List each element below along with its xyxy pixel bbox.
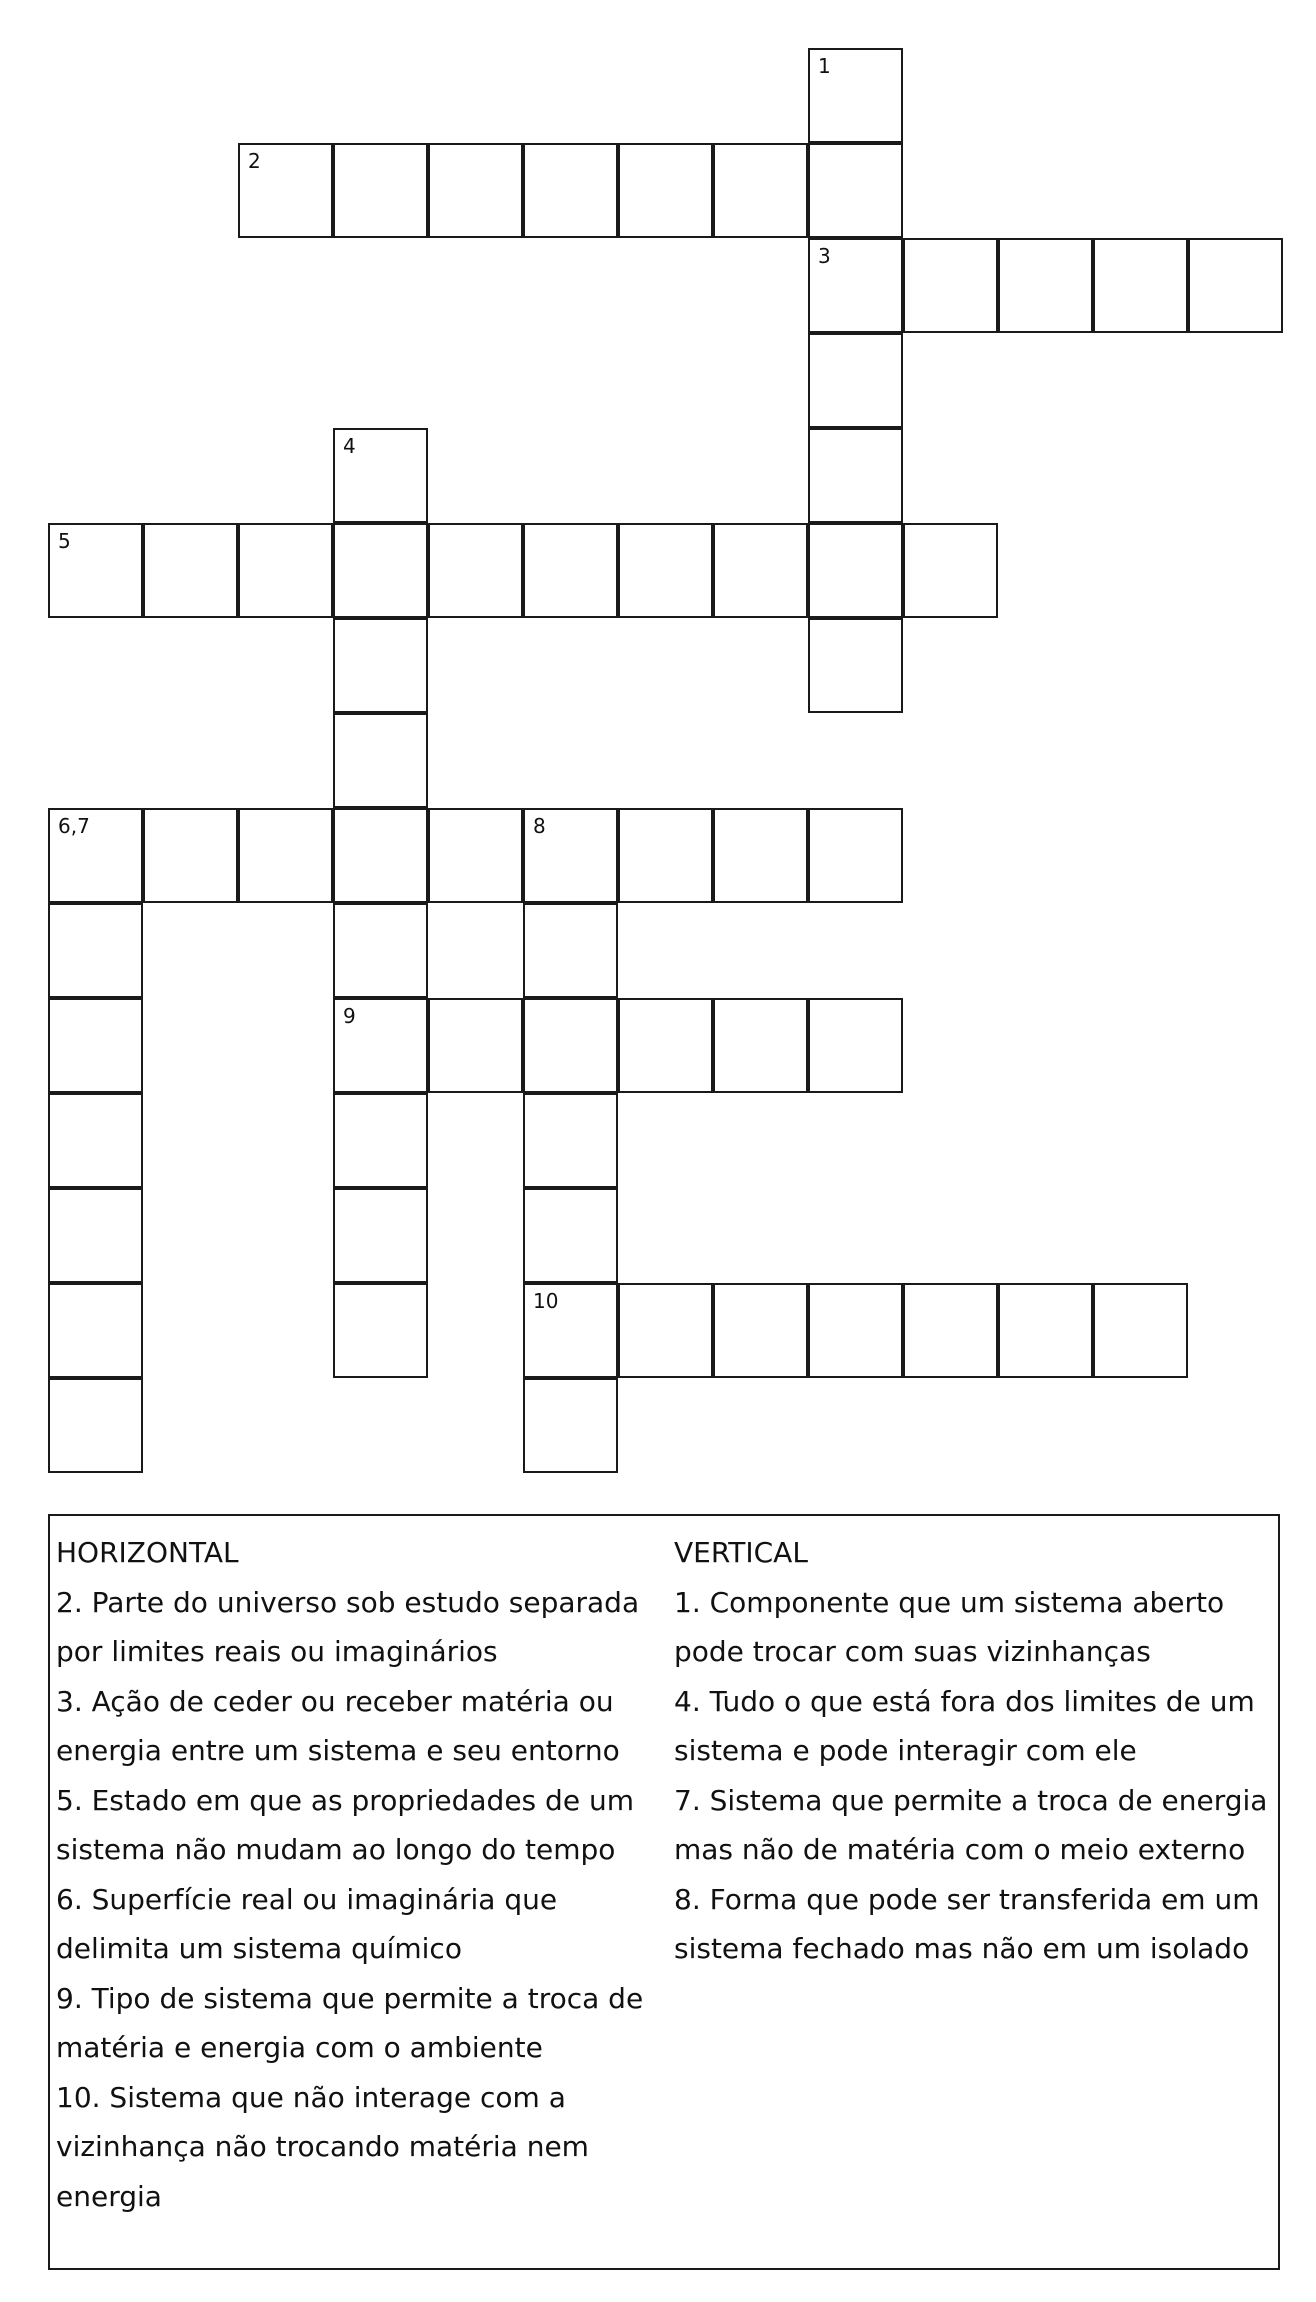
clues-box bbox=[48, 1514, 1280, 2270]
crossword-cell[interactable] bbox=[48, 1188, 143, 1283]
clue-number: 4 bbox=[343, 434, 356, 458]
clue-vertical-4: 4. Tudo o que está fora dos limites de um sistema e pode interagir com ele bbox=[674, 1684, 1255, 1767]
crossword-cell[interactable] bbox=[333, 1093, 428, 1188]
crossword-cell[interactable] bbox=[618, 143, 713, 238]
crossword-cell[interactable] bbox=[333, 808, 428, 903]
crossword-cell[interactable] bbox=[333, 523, 428, 618]
crossword-cell[interactable] bbox=[1093, 238, 1188, 333]
clue-number: 3 bbox=[818, 244, 831, 268]
crossword-cell[interactable] bbox=[808, 48, 903, 143]
crossword-cell[interactable] bbox=[713, 523, 808, 618]
crossword-cell[interactable] bbox=[333, 618, 428, 713]
crossword-cell[interactable] bbox=[48, 1283, 143, 1378]
clue-horizontal-2: 2. Parte do universo sob estudo separada por limites reais ou imaginários bbox=[56, 1585, 640, 1668]
crossword-cell[interactable] bbox=[333, 998, 428, 1093]
clue-number: 5 bbox=[58, 529, 71, 553]
clue-horizontal-3: 3. Ação de ceder ou receber matéria ou energia entre um sistema e seu entorno bbox=[56, 1684, 620, 1767]
clue-number: 2 bbox=[248, 149, 261, 173]
crossword-cell[interactable] bbox=[48, 998, 143, 1093]
crossword-cell[interactable] bbox=[143, 523, 238, 618]
crossword-cell[interactable] bbox=[808, 238, 903, 333]
crossword-cell[interactable] bbox=[48, 1378, 143, 1473]
crossword-cell[interactable] bbox=[333, 903, 428, 998]
crossword-cell[interactable] bbox=[713, 998, 808, 1093]
clue-vertical-7: 7. Sistema que permite a troca de energia mas não de matéria com o meio externo bbox=[674, 1783, 1268, 1866]
vertical-heading: VERTICAL bbox=[674, 1536, 808, 1569]
clue-number: 9 bbox=[343, 1004, 356, 1028]
crossword-cell[interactable] bbox=[618, 998, 713, 1093]
crossword-cell[interactable] bbox=[618, 523, 713, 618]
crossword-cell[interactable] bbox=[428, 998, 523, 1093]
crossword-cell[interactable] bbox=[808, 333, 903, 428]
crossword-cell[interactable] bbox=[998, 1283, 1093, 1378]
clue-horizontal-5: 5. Estado em que as propriedades de um sistema não mudam ao longo do tempo bbox=[56, 1783, 634, 1866]
crossword-cell[interactable] bbox=[1188, 238, 1283, 333]
clue-number: 8 bbox=[533, 814, 546, 838]
crossword-cell[interactable] bbox=[48, 808, 143, 903]
crossword-cell[interactable] bbox=[808, 143, 903, 238]
crossword-cell[interactable] bbox=[333, 713, 428, 808]
horizontal-clues bbox=[56, 1528, 668, 2221]
crossword-cell[interactable] bbox=[808, 808, 903, 903]
clue-number: 10 bbox=[533, 1289, 559, 1313]
crossword-cell[interactable] bbox=[523, 808, 618, 903]
crossword-cell[interactable] bbox=[143, 808, 238, 903]
clue-number: 1 bbox=[818, 54, 831, 78]
crossword-cell[interactable] bbox=[713, 808, 808, 903]
crossword-cell[interactable] bbox=[903, 1283, 998, 1378]
crossword-cell[interactable] bbox=[238, 523, 333, 618]
crossword-cell[interactable] bbox=[428, 523, 523, 618]
crossword-cell[interactable] bbox=[238, 143, 333, 238]
crossword-cell[interactable] bbox=[523, 1378, 618, 1473]
crossword-cell[interactable] bbox=[428, 143, 523, 238]
crossword-cell[interactable] bbox=[333, 1188, 428, 1283]
crossword-cell[interactable] bbox=[333, 1283, 428, 1378]
crossword-cell[interactable] bbox=[808, 428, 903, 523]
horizontal-heading: HORIZONTAL bbox=[56, 1536, 239, 1569]
crossword-cell[interactable] bbox=[808, 1283, 903, 1378]
crossword-cell[interactable] bbox=[523, 1093, 618, 1188]
clue-vertical-8: 8. Forma que pode ser transferida em um sistema fechado mas não em um isolado bbox=[674, 1882, 1260, 1965]
crossword-cell[interactable] bbox=[523, 1188, 618, 1283]
crossword-cell[interactable] bbox=[903, 523, 998, 618]
clue-horizontal-10: 10. Sistema que não interage com a vizinhança não trocando matéria nem energia bbox=[56, 2080, 589, 2213]
clue-horizontal-6: 6. Superfície real ou imaginária que delimita um sistema químico bbox=[56, 1882, 558, 1965]
crossword-cell[interactable] bbox=[333, 428, 428, 523]
crossword-cell[interactable] bbox=[1093, 1283, 1188, 1378]
crossword-cell[interactable] bbox=[48, 523, 143, 618]
crossword-cell[interactable] bbox=[903, 238, 998, 333]
crossword-cell[interactable] bbox=[618, 1283, 713, 1378]
crossword-cell[interactable] bbox=[333, 143, 428, 238]
crossword-cell[interactable] bbox=[523, 1283, 618, 1378]
crossword-cell[interactable] bbox=[238, 808, 333, 903]
vertical-clues bbox=[674, 1528, 1274, 1974]
crossword-cell[interactable] bbox=[713, 143, 808, 238]
clue-horizontal-9: 9. Tipo de sistema que permite a troca de matéria e energia com o ambiente bbox=[56, 1981, 644, 2064]
crossword-cell[interactable] bbox=[48, 1093, 143, 1188]
crossword-cell[interactable] bbox=[618, 808, 713, 903]
crossword-cell[interactable] bbox=[808, 618, 903, 713]
crossword-cell[interactable] bbox=[48, 903, 143, 998]
crossword-cell[interactable] bbox=[808, 998, 903, 1093]
crossword-cell[interactable] bbox=[523, 143, 618, 238]
crossword-cell[interactable] bbox=[713, 1283, 808, 1378]
crossword-cell[interactable] bbox=[523, 903, 618, 998]
clue-vertical-1: 1. Componente que um sistema aberto pode trocar com suas vizinhanças bbox=[674, 1585, 1225, 1668]
crossword-cell[interactable] bbox=[428, 808, 523, 903]
crossword-cell[interactable] bbox=[808, 523, 903, 618]
crossword-cell[interactable] bbox=[523, 998, 618, 1093]
crossword-cell[interactable] bbox=[998, 238, 1093, 333]
clue-number: 6,7 bbox=[58, 814, 90, 838]
crossword-cell[interactable] bbox=[523, 523, 618, 618]
